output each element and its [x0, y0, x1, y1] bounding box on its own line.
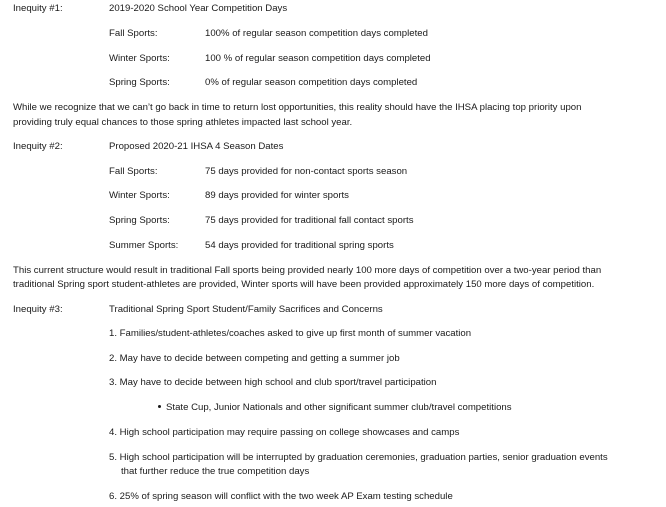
- inequity-1-title: 2019-2020 School Year Competition Days: [109, 3, 288, 14]
- inequity-1-sport-fall: Fall Sports:: [109, 28, 158, 39]
- inequity-1-label: Inequity #1:: [13, 3, 63, 14]
- inequity-2-value-spring: 75 days provided for traditional fall contact sports: [205, 215, 414, 226]
- inequity-3-item-2: 2. May have to decide between competing and getting a summer job: [109, 353, 400, 364]
- inequity-1-value-fall: 100% of regular season competition days completed: [205, 28, 428, 39]
- inequity-1-paragraph-line-1: While we recognize that we can’t go back in time to return lost opportunities, this reality should have the IHSA placing top priority upon: [13, 102, 582, 113]
- inequity-2-title: Proposed 2020-21 IHSA 4 Season Dates: [109, 141, 284, 152]
- inequity-3-item-5-line-1: 5. High school participation will be interrupted by graduation ceremonies, graduation parties, senior graduation events: [109, 452, 608, 463]
- inequity-3-item-3: 3. May have to decide between high school and club sport/travel participation: [109, 377, 437, 388]
- inequity-2-value-summer: 54 days provided for traditional spring sports: [205, 240, 394, 251]
- inequity-3-item-6: 6. 25% of spring season will conflict with the two week AP Exam testing schedule: [109, 491, 453, 502]
- inequity-1-value-spring: 0% of regular season competition days completed: [205, 77, 418, 88]
- inequity-2-value-winter: 89 days provided for winter sports: [205, 190, 349, 201]
- inequity-1-paragraph-line-2: providing truly equal chances to those spring athletes impacted last school year.: [13, 117, 353, 128]
- inequity-3-sub-bullet-text: State Cup, Junior Nationals and other significant summer club/travel competitions: [166, 402, 512, 413]
- inequity-2-label: Inequity #2:: [13, 141, 63, 152]
- inequity-3-item-4: 4. High school participation may require passing on college showcases and camps: [109, 427, 460, 438]
- inequity-2-paragraph-line-1: This current structure would result in traditional Fall sports being provided nearly 100 more days of competition over a two-year period than: [13, 265, 602, 276]
- inequity-1-value-winter: 100 % of regular season competition days completed: [205, 53, 431, 64]
- inequity-3-label: Inequity #3:: [13, 304, 63, 315]
- inequity-2-paragraph-line-2: traditional Spring sport student-athletes are provided, Winter sports will have been provided approximately 150 more days of competition.: [13, 279, 595, 290]
- inequity-2-sport-winter: Winter Sports:: [109, 190, 170, 201]
- inequity-1-sport-spring: Spring Sports:: [109, 77, 170, 88]
- inequity-2-value-fall: 75 days provided for non-contact sports season: [205, 166, 408, 177]
- inequity-3-title: Traditional Spring Sport Student/Family Sacrifices and Concerns: [109, 304, 383, 315]
- inequity-3-sub-bullet: [158, 402, 512, 414]
- inequity-3-item-1: 1. Families/student-athletes/coaches asked to give up first month of summer vacation: [109, 328, 472, 339]
- inequity-2-sport-summer: Summer Sports:: [109, 240, 179, 251]
- inequity-1-sport-winter: Winter Sports:: [109, 53, 170, 64]
- inequity-2-sport-spring: Spring Sports:: [109, 215, 170, 226]
- inequity-2-sport-fall: Fall Sports:: [109, 166, 158, 177]
- inequity-3-item-5-line-2: that further reduce the true competition days: [121, 466, 310, 477]
- bullet-icon: [158, 405, 161, 408]
